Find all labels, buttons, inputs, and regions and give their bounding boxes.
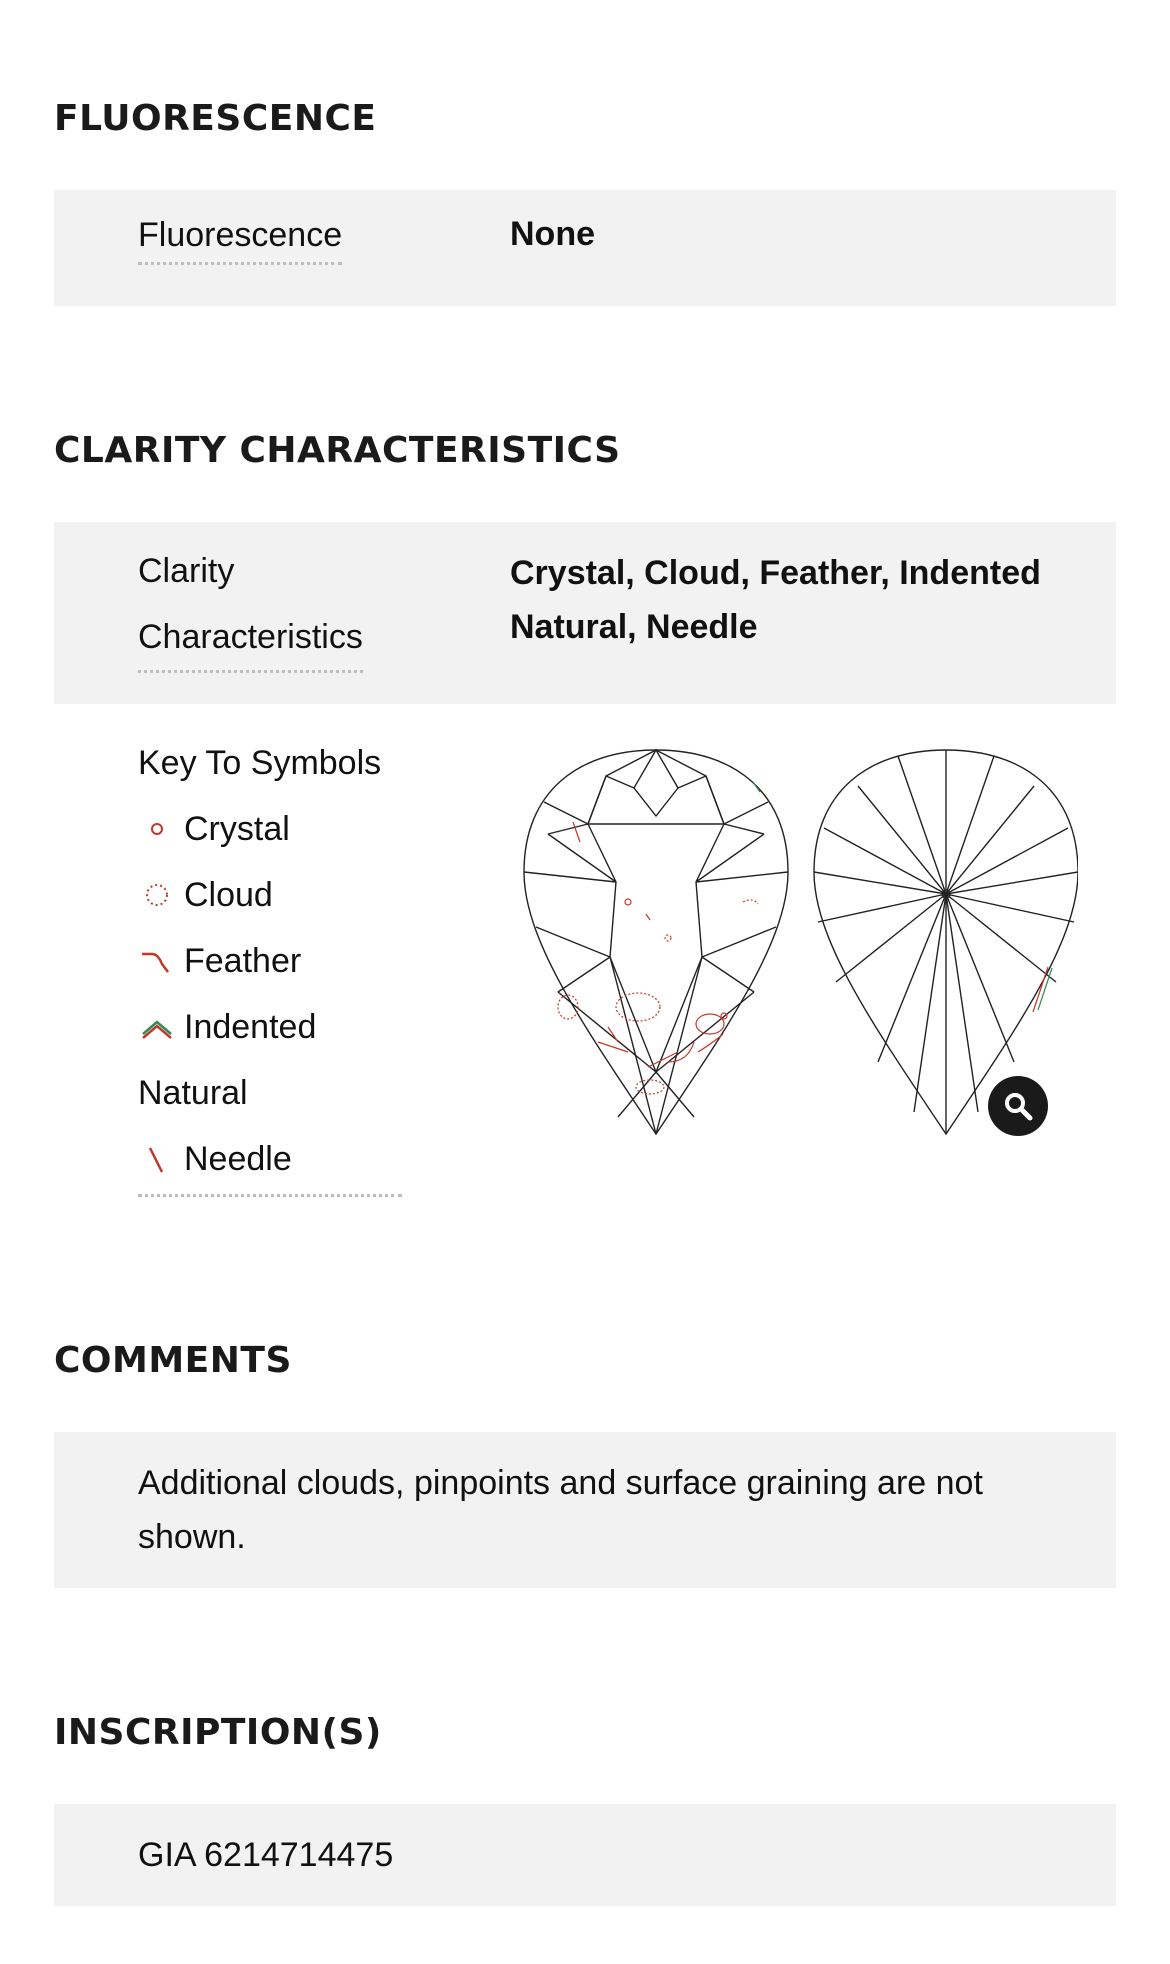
- fluorescence-heading: FLUORESCENCE: [54, 98, 377, 139]
- comments-text: Additional clouds, pinpoints and surface graining are not shown.: [138, 1464, 983, 1556]
- inscription-value: GIA 6214714475: [138, 1836, 394, 1874]
- indented-natural-symbol-icon: [138, 1008, 176, 1046]
- magnifier-icon: [1001, 1089, 1035, 1123]
- crystal-symbol-icon: [138, 810, 176, 848]
- key-item-label: Feather: [184, 942, 302, 980]
- key-item-label: Indented: [184, 1008, 317, 1046]
- key-item-label: Cloud: [184, 876, 273, 914]
- clarity-label[interactable]: [138, 538, 363, 673]
- key-item-label: Crystal: [184, 810, 290, 848]
- key-item-needle: [138, 1126, 402, 1197]
- comments-panel: [54, 1432, 1116, 1588]
- fluorescence-value: None: [510, 215, 595, 253]
- key-item-natural: Natural: [138, 1074, 248, 1112]
- cloud-symbol-icon: [138, 876, 176, 914]
- key-item-crystal: [138, 796, 290, 862]
- clarity-label-line1: Clarity: [138, 552, 235, 590]
- inscription-panel: [54, 1804, 1116, 1906]
- key-item-indented: [138, 994, 316, 1060]
- key-item-label: Needle: [184, 1140, 292, 1178]
- pear-diamond-plot[interactable]: [518, 742, 1078, 1142]
- clarity-heading: CLARITY CHARACTERISTICS: [54, 430, 621, 471]
- clarity-value: [510, 546, 1041, 654]
- comments-heading: COMMENTS: [54, 1340, 292, 1381]
- fluorescence-label[interactable]: Fluorescence: [138, 212, 342, 265]
- zoom-button[interactable]: [988, 1076, 1048, 1136]
- needle-symbol-icon: [138, 1140, 176, 1178]
- key-item-feather: [138, 928, 301, 994]
- fluorescence-panel: [54, 190, 1116, 306]
- clarity-value-line2: Natural, Needle: [510, 608, 758, 646]
- clarity-panel: [54, 522, 1116, 704]
- clarity-label-line2: Characteristics: [138, 618, 363, 656]
- key-item-cloud: [138, 862, 273, 928]
- clarity-value-line1: Crystal, Cloud, Feather, Indented: [510, 554, 1041, 592]
- key-to-symbols-title: Key To Symbols: [138, 744, 382, 782]
- feather-symbol-icon: [138, 942, 176, 980]
- inscription-heading: INSCRIPTION(S): [54, 1712, 382, 1753]
